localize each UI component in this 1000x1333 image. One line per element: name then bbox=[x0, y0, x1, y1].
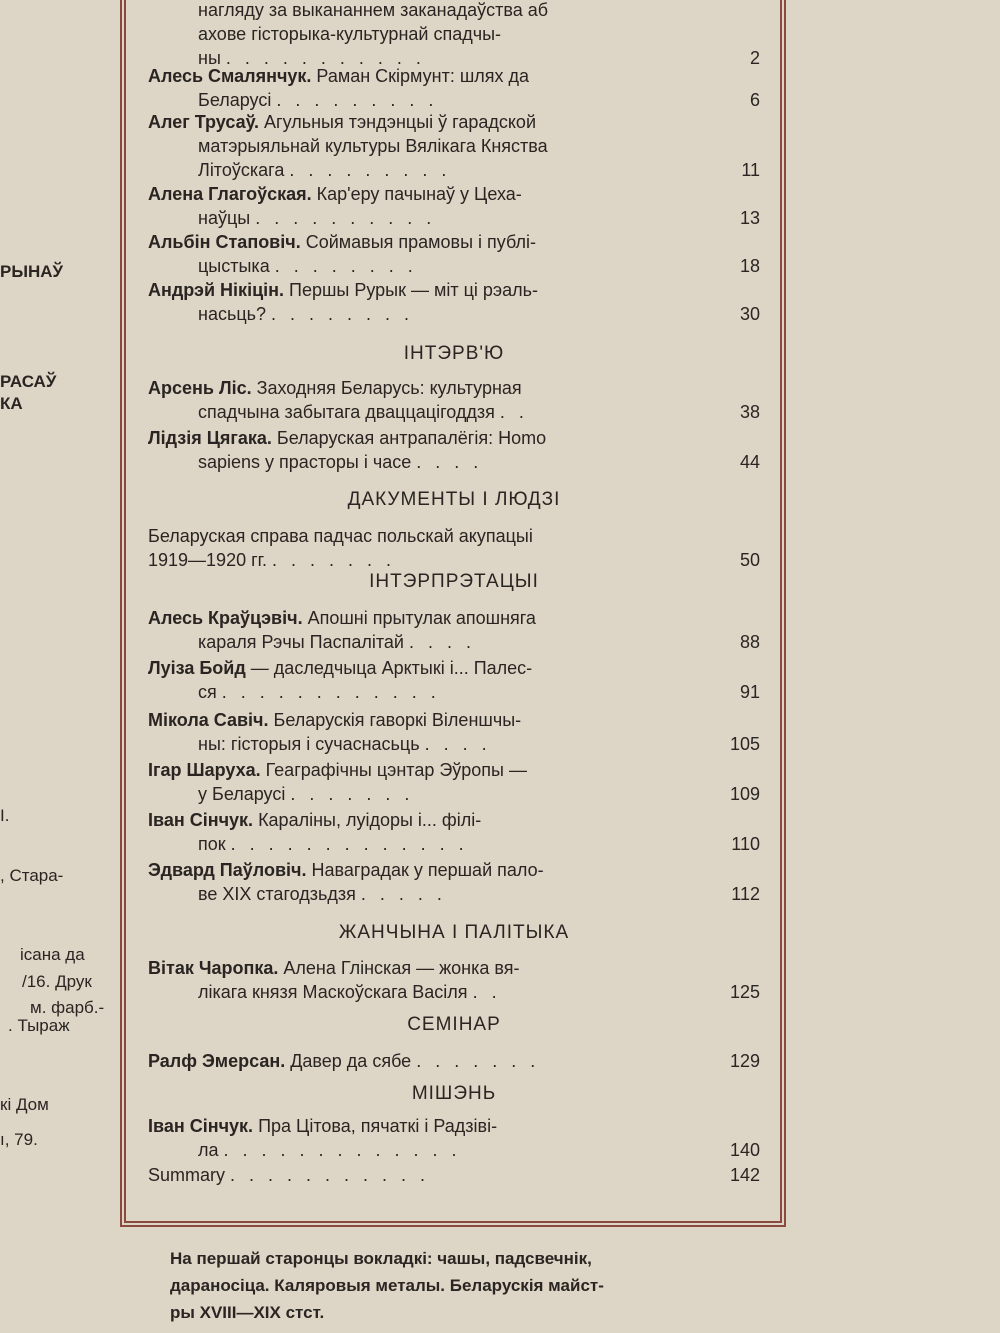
section-heading: ІНТЭРПРЭТАЦЫІ bbox=[369, 571, 539, 592]
entry-title: лікага князя Маскоўскага Васіля bbox=[198, 982, 468, 1002]
toc-entry: Альбін Стаповіч. Соймавыя прамовы і публі- цыстыка ........ 18 bbox=[148, 232, 760, 276]
entry-title: — даследчыца Арктыкі і... Палес- bbox=[245, 658, 533, 678]
page-number: 30 bbox=[739, 304, 760, 324]
table-of-contents bbox=[148, 0, 760, 1230]
left-fragment: . Тыраж bbox=[8, 1016, 70, 1035]
page-number: 13 bbox=[739, 208, 760, 228]
left-fragment: кі Дом bbox=[0, 1095, 49, 1114]
page-number: 125 bbox=[729, 982, 760, 1002]
left-fragment: КА bbox=[0, 394, 23, 413]
entry-title: Алена Глінская — жонка вя- bbox=[278, 958, 520, 978]
entry-author: Арсень Ліс. bbox=[148, 378, 252, 398]
entry-title: ахове гісторыка-культурнай спадчы- bbox=[198, 24, 502, 44]
page-number: 91 bbox=[739, 682, 760, 702]
entry-author: Вітак Чаропка. bbox=[148, 958, 279, 978]
entry-title: ла bbox=[198, 1140, 219, 1160]
page-number: 129 bbox=[729, 1051, 760, 1071]
entry-title: ве XIX стагодзьдзя bbox=[198, 884, 356, 904]
entry-title: цыстыка bbox=[198, 256, 270, 276]
entry-author: Алена Глагоўская. bbox=[148, 184, 312, 204]
entry-title: у Беларусі bbox=[198, 784, 286, 804]
entry-author: Алег Трусаў. bbox=[148, 112, 260, 132]
toc-entry: Алесь Смалянчук. Раман Скірмунт: шлях да Беларусі ......... 6 bbox=[148, 66, 760, 110]
toc-entry: Андрэй Нікіцін. Першы Рурык — міт ці рэаль- насьць? ........ 30 bbox=[148, 280, 760, 324]
caption-line: дараносіца. Каляровыя металы. Беларускія майст- bbox=[170, 1276, 604, 1295]
entry-title: Давер да сябе bbox=[285, 1051, 412, 1071]
entry-title: Соймавыя прамовы і публі- bbox=[300, 232, 537, 252]
entry-title: Наваградак у першай пало- bbox=[306, 860, 544, 880]
entry-title: Першы Рурык — міт ці рэаль- bbox=[284, 280, 538, 300]
entry-author: Іван Сінчук. bbox=[148, 1116, 254, 1136]
page-number: 105 bbox=[729, 734, 760, 754]
entry-title: спадчына забытага дваццацігоддзя bbox=[198, 402, 495, 422]
left-fragment: м. фарб.- bbox=[30, 998, 105, 1017]
toc-entry: Лідзія Цягака. Беларуская антрапалёгія: Homo sapiens у прасторы і часе .... 44 bbox=[148, 428, 760, 472]
entry-title: Беларуская антрапалёгія: Homo bbox=[271, 428, 547, 448]
toc-entry: нагляду за выкананнем заканадаўства аб ахове гісторыка-культурнай спадчы- ны ........... 2 bbox=[148, 0, 760, 70]
toc-entry: Summary ........... 142 bbox=[148, 1165, 760, 1185]
entry-title: ся bbox=[198, 682, 217, 702]
left-fragment: ı, 79. bbox=[0, 1130, 38, 1149]
entry-title: 1919—1920 гг. bbox=[148, 550, 268, 570]
entry-title: Summary bbox=[148, 1165, 226, 1185]
entry-title: Беларуская справа падчас польскай акупацыі bbox=[148, 526, 533, 546]
toc-entry: Эдвард Паўловіч. Наваградак у першай пало- ве XIX стагодзьдзя ..... 112 bbox=[148, 860, 760, 904]
entry-title: караля Рэчы Паспалітай bbox=[198, 632, 404, 652]
entry-author: Андрэй Нікіцін. bbox=[148, 280, 285, 300]
page-number: 18 bbox=[739, 256, 760, 276]
toc-entry: Мікола Савіч. Беларускія гаворкі Віленшчы- ны: гісторыя і сучаснасьць .... 105 bbox=[148, 710, 760, 754]
entry-title: Заходняя Беларусь: культурная bbox=[251, 378, 522, 398]
caption-line: ры XVIII—XIX стст. bbox=[170, 1303, 325, 1322]
entry-author: Ігар Шаруха. bbox=[148, 760, 261, 780]
section-heading: СЕМІНАР bbox=[407, 1014, 501, 1035]
page-number: 38 bbox=[739, 402, 760, 422]
entry-title: sapiens у прасторы і часе bbox=[198, 452, 412, 472]
page-number: 140 bbox=[729, 1140, 760, 1160]
entry-title: Кар'еру пачынаў у Цеха- bbox=[311, 184, 522, 204]
toc-entry: Алесь Краўцэвіч. Апошні прытулак апошняга караля Рэчы Паспалітай .... 88 bbox=[148, 608, 760, 652]
toc-entry: Вітак Чаропка. Алена Глінская — жонка вя- лікага князя Маскоўскага Васіля .. 125 bbox=[148, 958, 760, 1002]
entry-title: Пра Цітова, пячаткі і Радзіві- bbox=[253, 1116, 498, 1136]
entry-title: ны: гісторыя і сучаснасьць bbox=[198, 734, 420, 754]
toc-entry: Ігар Шаруха. Геаграфічны цэнтар Эўропы — у Беларусі ....... 109 bbox=[148, 760, 760, 804]
entry-author: Лідзія Цягака. bbox=[148, 428, 272, 448]
page-number: 11 bbox=[741, 160, 760, 180]
entry-author: Альбін Стаповіч. bbox=[148, 232, 301, 252]
section-heading: МІШЭНЬ bbox=[411, 1083, 497, 1104]
caption-line: На першай старонцы вокладкі: чашы, падсвечнік, bbox=[170, 1249, 592, 1268]
entry-title: Раман Скірмунт: шлях да bbox=[311, 66, 530, 86]
entry-title: Апошні прытулак апошняга bbox=[302, 608, 536, 628]
toc-entry: Ралф Эмерсан. Давер да сябе ....... 129 bbox=[148, 1051, 760, 1071]
entry-title: Агульныя тэндэнцыі ў гарадской bbox=[259, 112, 536, 132]
entry-title: нагляду за выкананнем заканадаўства аб bbox=[198, 0, 549, 20]
entry-author: Мікола Савіч. bbox=[148, 710, 269, 730]
section-heading: ЖАНЧЫНА І ПАЛІТЫКА bbox=[338, 922, 570, 943]
entry-title: матэрыяльнай культуры Вялікага Княства bbox=[198, 136, 548, 156]
page-number: 50 bbox=[739, 550, 760, 570]
toc-entry: Іван Сінчук. Караліны, луідоры і... філі- пок ............. 110 bbox=[148, 810, 760, 854]
page-number: 6 bbox=[749, 90, 760, 110]
entry-title: Літоўскага bbox=[198, 160, 285, 180]
entry-author: Луіза Бойд bbox=[148, 658, 246, 678]
page-number: 112 bbox=[731, 884, 760, 904]
left-fragment: I. bbox=[0, 806, 10, 825]
section-heading: ІНТЭРВ'Ю bbox=[403, 343, 505, 364]
page-number: 44 bbox=[739, 452, 760, 472]
toc-entry: Арсень Ліс. Заходняя Беларусь: культурная спадчына забытага дваццацігоддзя .. 38 bbox=[148, 378, 760, 422]
page-number: 110 bbox=[731, 834, 760, 854]
toc-entry: Іван Сінчук. Пра Цітова, пячаткі і Радзіві- ла ............. 140 bbox=[148, 1116, 760, 1160]
toc-entry: Луіза Бойд — даследчыца Арктыкі і... Палес- ся ............ 91 bbox=[148, 658, 760, 702]
entry-title: наўцы bbox=[198, 208, 251, 228]
left-fragment: РАСАЎ bbox=[0, 372, 57, 391]
entry-author: Ралф Эмерсан. bbox=[148, 1051, 286, 1071]
section-heading: ДАКУМЕНТЫ І ЛЮДЗІ bbox=[347, 489, 561, 510]
entry-title: Беларусі bbox=[198, 90, 272, 110]
entry-title: Караліны, луідоры і... філі- bbox=[253, 810, 482, 830]
left-fragment: РЫНАЎ bbox=[0, 262, 64, 281]
page-number: 2 bbox=[749, 48, 760, 68]
left-page-fragment bbox=[0, 0, 118, 1333]
entry-title: насьць? bbox=[198, 304, 267, 324]
toc-entry: Беларуская справа падчас польскай акупацыі 1919—1920 гг. ....... 50 bbox=[148, 526, 760, 570]
entry-title: Беларускія гаворкі Віленшчы- bbox=[268, 710, 522, 730]
toc-entry: Алег Трусаў. Агульныя тэндэнцыі ў гарадской матэрыяльнай культуры Вялікага Княства Літоўскага ......... 11 bbox=[148, 112, 760, 180]
entry-title: пок bbox=[198, 834, 226, 854]
left-fragment: , Стара- bbox=[0, 866, 64, 885]
entry-author: Алесь Краўцэвіч. bbox=[148, 608, 303, 628]
toc-entry: Алена Глагоўская. Кар'еру пачынаў у Цеха- наўцы .......... 13 bbox=[148, 184, 760, 228]
page-number: 88 bbox=[739, 632, 760, 652]
cover-caption bbox=[170, 1245, 810, 1326]
left-fragment: /16. Друк bbox=[22, 972, 92, 991]
entry-author: Алесь Смалянчук. bbox=[148, 66, 312, 86]
entry-author: Іван Сінчук. bbox=[148, 810, 254, 830]
entry-author: Эдвард Паўловіч. bbox=[148, 860, 307, 880]
page-number: 109 bbox=[729, 784, 760, 804]
page-number: 142 bbox=[729, 1165, 760, 1185]
entry-title: ны bbox=[198, 48, 221, 68]
entry-title: Геаграфічны цэнтар Эўропы — bbox=[260, 760, 527, 780]
left-fragment: ісана да bbox=[20, 945, 85, 964]
